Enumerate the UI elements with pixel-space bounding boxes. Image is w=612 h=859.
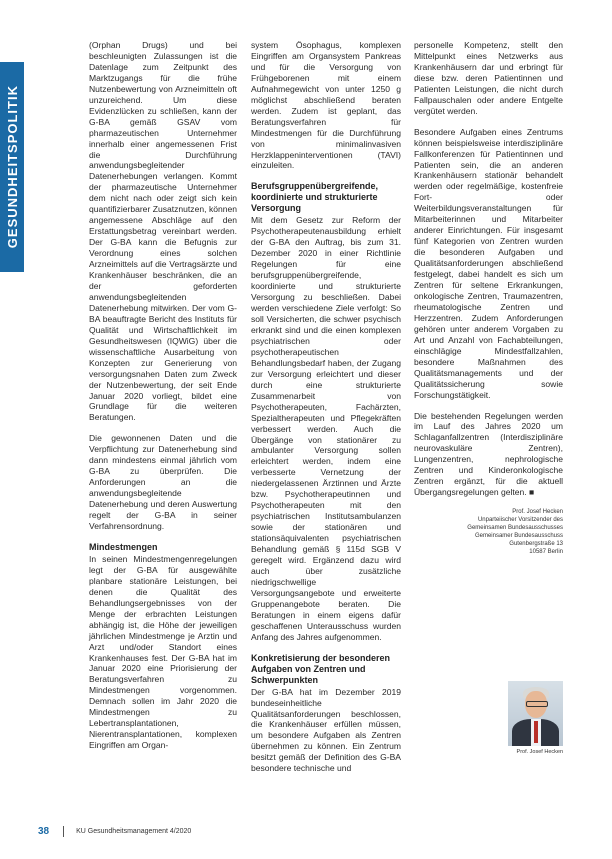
section-tab bbox=[0, 62, 24, 272]
author-org: Gemeinsamer Bundesausschuss bbox=[474, 533, 563, 540]
paragraph: Besondere Aufgaben eines Zentrums können beispielsweise interdisziplinäre Fallkonferenzen für Patientinnen und Patienten sein, die an anderen Krankenhäusern stationär behandelt werden oder regelmäßige, kostenfreie Fort- oder Weiterbildungsveranstaltungen für Mitarbeiterinnen und Mitarbeiter anderer Einrichtungen. Für insgesamt fünf Kategorien von Zentren wurden die besonderen Aufgaben und Qualitätsanforderungen abschließend festgelegt, dabei handelt es sich um Zentren für seltene Erkrankungen, onkologische Zentren, Traumazentren, rheumatologische Zentren und Herzzentren. Zudem Anforderungen gehören unter anderem Vorgaben zu Art und Anzahl von Fachabteilungen, einschlägige Mindestfallzahlen, besondere Maßnahmen des Qualitätsmanagements und der Qualitätssicherung sowie Forschungstätigkeit. bbox=[414, 126, 563, 400]
author-role: Gemeinsamen Bundesausschusses bbox=[467, 525, 563, 532]
author-info bbox=[414, 508, 563, 556]
section-tab-label: GESUNDHEITSPOLITIK bbox=[4, 85, 20, 249]
author-role: Unparteiischer Vorsitzender des bbox=[477, 517, 563, 524]
paragraph: personelle Kompetenz, stellt den Mittelpunkt eines Netzwerks aus Krankenhäusern dar und erbringt für diese bzw. deren Patientinnen und Patienten Leistungen, die nicht durch Fallpauschalen oder andere Entgelte vergütet werden. bbox=[414, 40, 563, 116]
journal-name: KU Gesundheitsmanagement 4/2020 bbox=[76, 828, 192, 835]
section-heading: Konkretisierung der besonderen Aufgaben von Zentren und Schwerpunkten bbox=[251, 652, 391, 685]
author-photo bbox=[508, 681, 563, 746]
column-1 bbox=[89, 40, 237, 761]
footer-divider bbox=[63, 826, 64, 837]
paragraph: In seinen Mindestmengenregelungen legt der G-BA für ausgewählte planbare stationäre Leistungen, bei denen die Qualität des Behandlungsergebnisses von der Menge der erbrachten Leistungen abhängig ist, die Höhe der jeweiligen jährlichen Mindestmenge je Arztin und Arzt und/oder Standort eines Krankenhauses fest. Der G-BA hat im Januar 2020 eine Priorisierung der Beratungsverfahren zu Mindestmengen vorgenommen. Demnach sollen im Jahr 2020 die Mindestmengen zu Lebertransplantationen, Nierentransplantationen, komplexen Eingriffen am Organ- bbox=[89, 553, 237, 751]
paragraph: Der G-BA hat im Dezember 2019 bundeseinheitliche Qualitätsanforderungen beschlossen, die Krankenhäuser erfüllen müssen, um besondere Aufgaben als Zentren übernehmen zu können. Ein Zentrum besitzt gemäß der Definition des G-BA besondere technische und bbox=[251, 686, 401, 774]
paragraph: (Orphan Drugs) und bei beschleunigten Zulassungen ist die Datenlage zum Zeitpunkt des Marktzugangs für die frühe Nutzenbewertung von Arzneimitteln oft unzureichend. Um diese Evidenzlücken zu schließen, kann der G-BA gemäß GSAV vom pharmazeutischen Unternehmer innerhalb einer angemessenen Frist die Durchführung anwendungsbegleitender Datenerhebungen verlangen. Kommt der pharmazeutische Unternehmer dem nicht nach oder zeigt sich kein quantifizierbarer Zusatznutzen, können angemessene Abschläge auf den Erstattungsbetrag vereinbart werden. Der G-BA kann die Befugnis zur Verordnung eines solchen Arzneimittels auf die Vertragsärzte und Krankenhäuser beschränken, die an der geforderten anwendungsbegleitenden Datenerhebung mitwirken. Der vom G-BA beauftragte Bericht des Instituts für Qualität und Wirtschaftlichkeit im Gesundheitswesen (IQWiG) über die wissenschaftliche Ausarbeitung von Konzepten zur Generierung von versorgungsnahen Daten zum Zweck der Nutzenbewertung, der seit Ende Januar 2020 vorliegt, bildet eine Grundlage für die weiteren Beratungen. bbox=[89, 40, 237, 423]
paragraph: Die gewonnenen Daten und die Verpflichtung zur Datenerhebung sind dann mindestens einmal jährlich vom G-BA zu überprüfen. Die Anforderungen an die anwendungsbegleitende Datenerhebung und deren Auswertung regelt der G-BA in seiner Verfahrensordnung. bbox=[89, 433, 237, 531]
column-3 bbox=[414, 40, 563, 556]
author-street: Gutenbergstraße 13 bbox=[509, 541, 563, 548]
section-heading: Berufsgruppenübergreifende, koordinierte und strukturierte Versorgung bbox=[251, 181, 379, 214]
author-name: Prof. Josef Hecken bbox=[512, 509, 563, 516]
photo-caption: Prof. Josef Hecken bbox=[516, 749, 563, 755]
page-footer bbox=[38, 826, 191, 837]
column-2 bbox=[251, 40, 401, 784]
author-city: 10587 Berlin bbox=[529, 549, 563, 556]
paragraph: system Ösophagus, komplexen Eingriffen am Organsystem Pankreas und für die Versorgung von Frühgeborenen mit einem Aufnahmegewicht von unter 1250 g möglichst abschließend beraten werden. Zudem ist geplant, das Beratungsverfahren für Mindestmengen für die Durchführung von minimalinvasiven Herzklappeninterventionen (TAVI) einzuleiten. bbox=[251, 40, 401, 171]
page-number: 38 bbox=[38, 826, 50, 837]
paragraph: Die bestehenden Regelungen werden im Lauf des Jahres 2020 um Schlaganfallzentren (Interdisziplinäre neurovaskuläre Zentren), Lungenzentren, nephrologische Zentren und Kinderonkologische Zentren ergänzt, für die aktuell Übergangsregelungen gelten. ■ bbox=[414, 410, 563, 498]
paragraph: Mit dem Gesetz zur Reform der Psychotherapeutenausbildung erhielt der G-BA den Auftrag, bis zum 31. Dezember 2020 in einer Richtlinie Regelungen für eine berufsgruppenübergreifende, koordinierte und strukturierte Versorgung zu beschließen. Dabei werden verschiedene Ziele verfolgt: So soll Versicherten, die schwer psychisch erkrankt sind und die einen komplexen psychiatrischen oder psychotherapeutischen Behandlungsbedarf haben, der Zugang zur Versorgung erleichtert und dieser durch eine strukturierte Zusammenarbeit von Psychotherapeuten, Fachärzten, Spezialtherapeuten und Pflegekräften verbessert werden. Auch die Übergänge von stationärer zu ambulanter Versorgung sollen erleichtert werden, indem eine verbesserte Vernetzung der niedergelassenen Ärztinnen und Ärzte bzw. Psychotherapeutinnen und Psychotherapeuten mit den psychiatrischen Institutsambulanzen sowie der stationären und stationsäquivalenten psychiatrischen Behandlung gemäß § 115d SGB V geregelt wird. Ergänzend dazu wird auch über zusätzliche niedrigschwellige Versorgungsangebote und erweiterte Gruppenangebote beraten. Die Beratungen in einem eigens dafür geschaffenen Unterausschuss wurden Anfang des Jahres aufgenommen. bbox=[251, 215, 401, 642]
section-heading: Mindestmengen bbox=[89, 541, 158, 552]
